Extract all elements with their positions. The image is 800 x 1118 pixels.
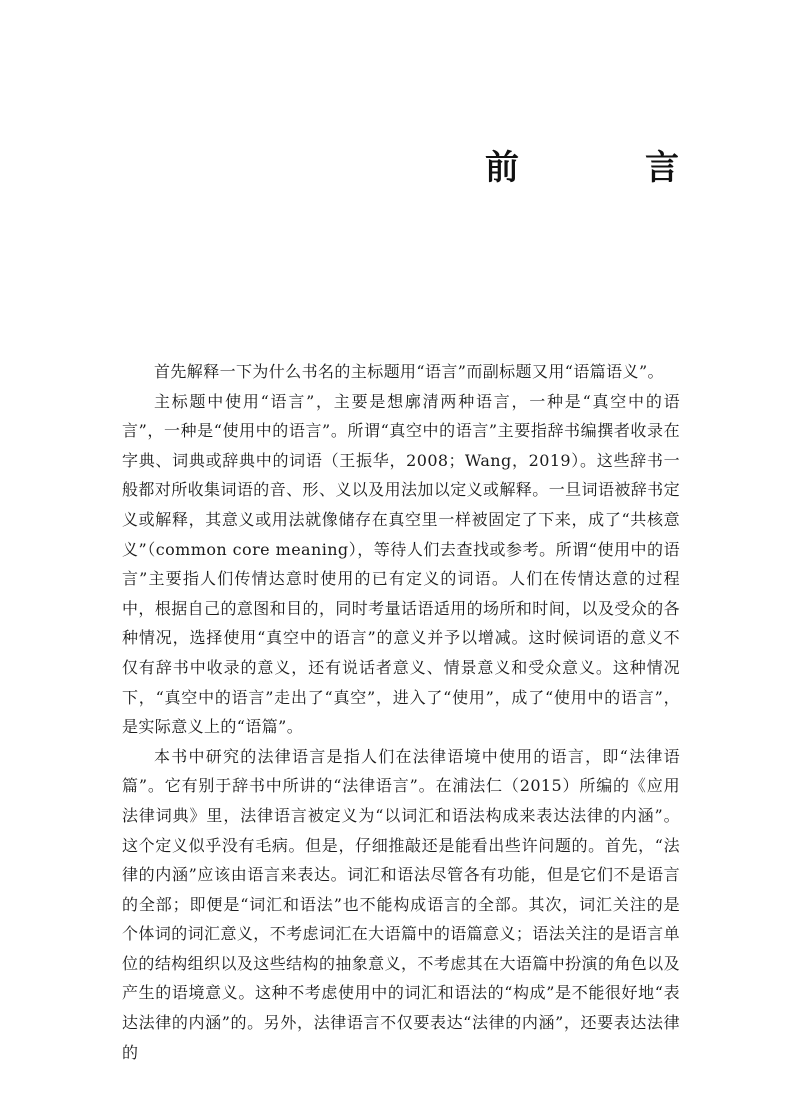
body-text bbox=[122, 357, 680, 1067]
paragraph-1: 首先解释一下为什么书名的主标题用“语言”而副标题又用“语篇语义”。 bbox=[154, 362, 664, 381]
paragraph-2: 主标题中使用“语言”，主要是想廓清两种语言，一种是“真空中的语言”，一种是“使用中的语言”。所谓“真空中的语言”主要指辞书编撰者收录在字典、词典或辞典中的词语（王振华，2008；Wang，2019）。这些辞书一般都对所收集词语的音、形、义以及用法加以定义或解释。一旦词语被辞书定义或解释，其意义或用法就像储存在真空里一样被固定了下来，成了“共核意义”（common core meaning），等待人们去查找或参考。所谓“使用中的语言”主要指人们传情达意时使用的已有定义的词语。人们在传情达意的过程中，根据自己的意图和目的，同时考量话语适用的场所和时间，以及受众的各种情况，选择使用“真空中的语言”的意义并予以增减。这时候词语的意义不仅有辞书中收录的意义，还有说话者意义、情景意义和受众意义。这种情况下，“真空中的语言”走出了“真空”，进入了“使用”，成了“使用中的语言”，是实际意义上的“语篇”。 bbox=[122, 391, 680, 737]
page-title: 前 言 bbox=[485, 148, 725, 188]
paragraph-3: 本书中研究的法律语言是指人们在法律语境中使用的语言，即“法律语篇”。它有别于辞书中所讲的“法律语言”。在浦法仁（2015）所编的《应用法律词典》里，法律语言被定义为“以词汇和语法构成来表达法律的内涵”。这个定义似乎没有毛病。但是，仔细推敲还是能看出些许问题的。首先，“法律的内涵”应该由语言来表达。词汇和语法尽管各有功能，但是它们不是语言的全部；即便是“词汇和语法”也不能构成语言的全部。其次，词汇关注的是个体词的词汇意义，不考虑词汇在大语篇中的语篇意义；语法关注的是语言单位的结构组织以及这些结构的抽象意义，不考虑其在大语篇中扮演的角色以及产生的语境意义。这种不考虑使用中的词汇和语法的“构成”是不能很好地“表达法律的内涵”的。另外，法律语言不仅要表达“法律的内涵”，还要表达法律的 bbox=[122, 746, 680, 1062]
